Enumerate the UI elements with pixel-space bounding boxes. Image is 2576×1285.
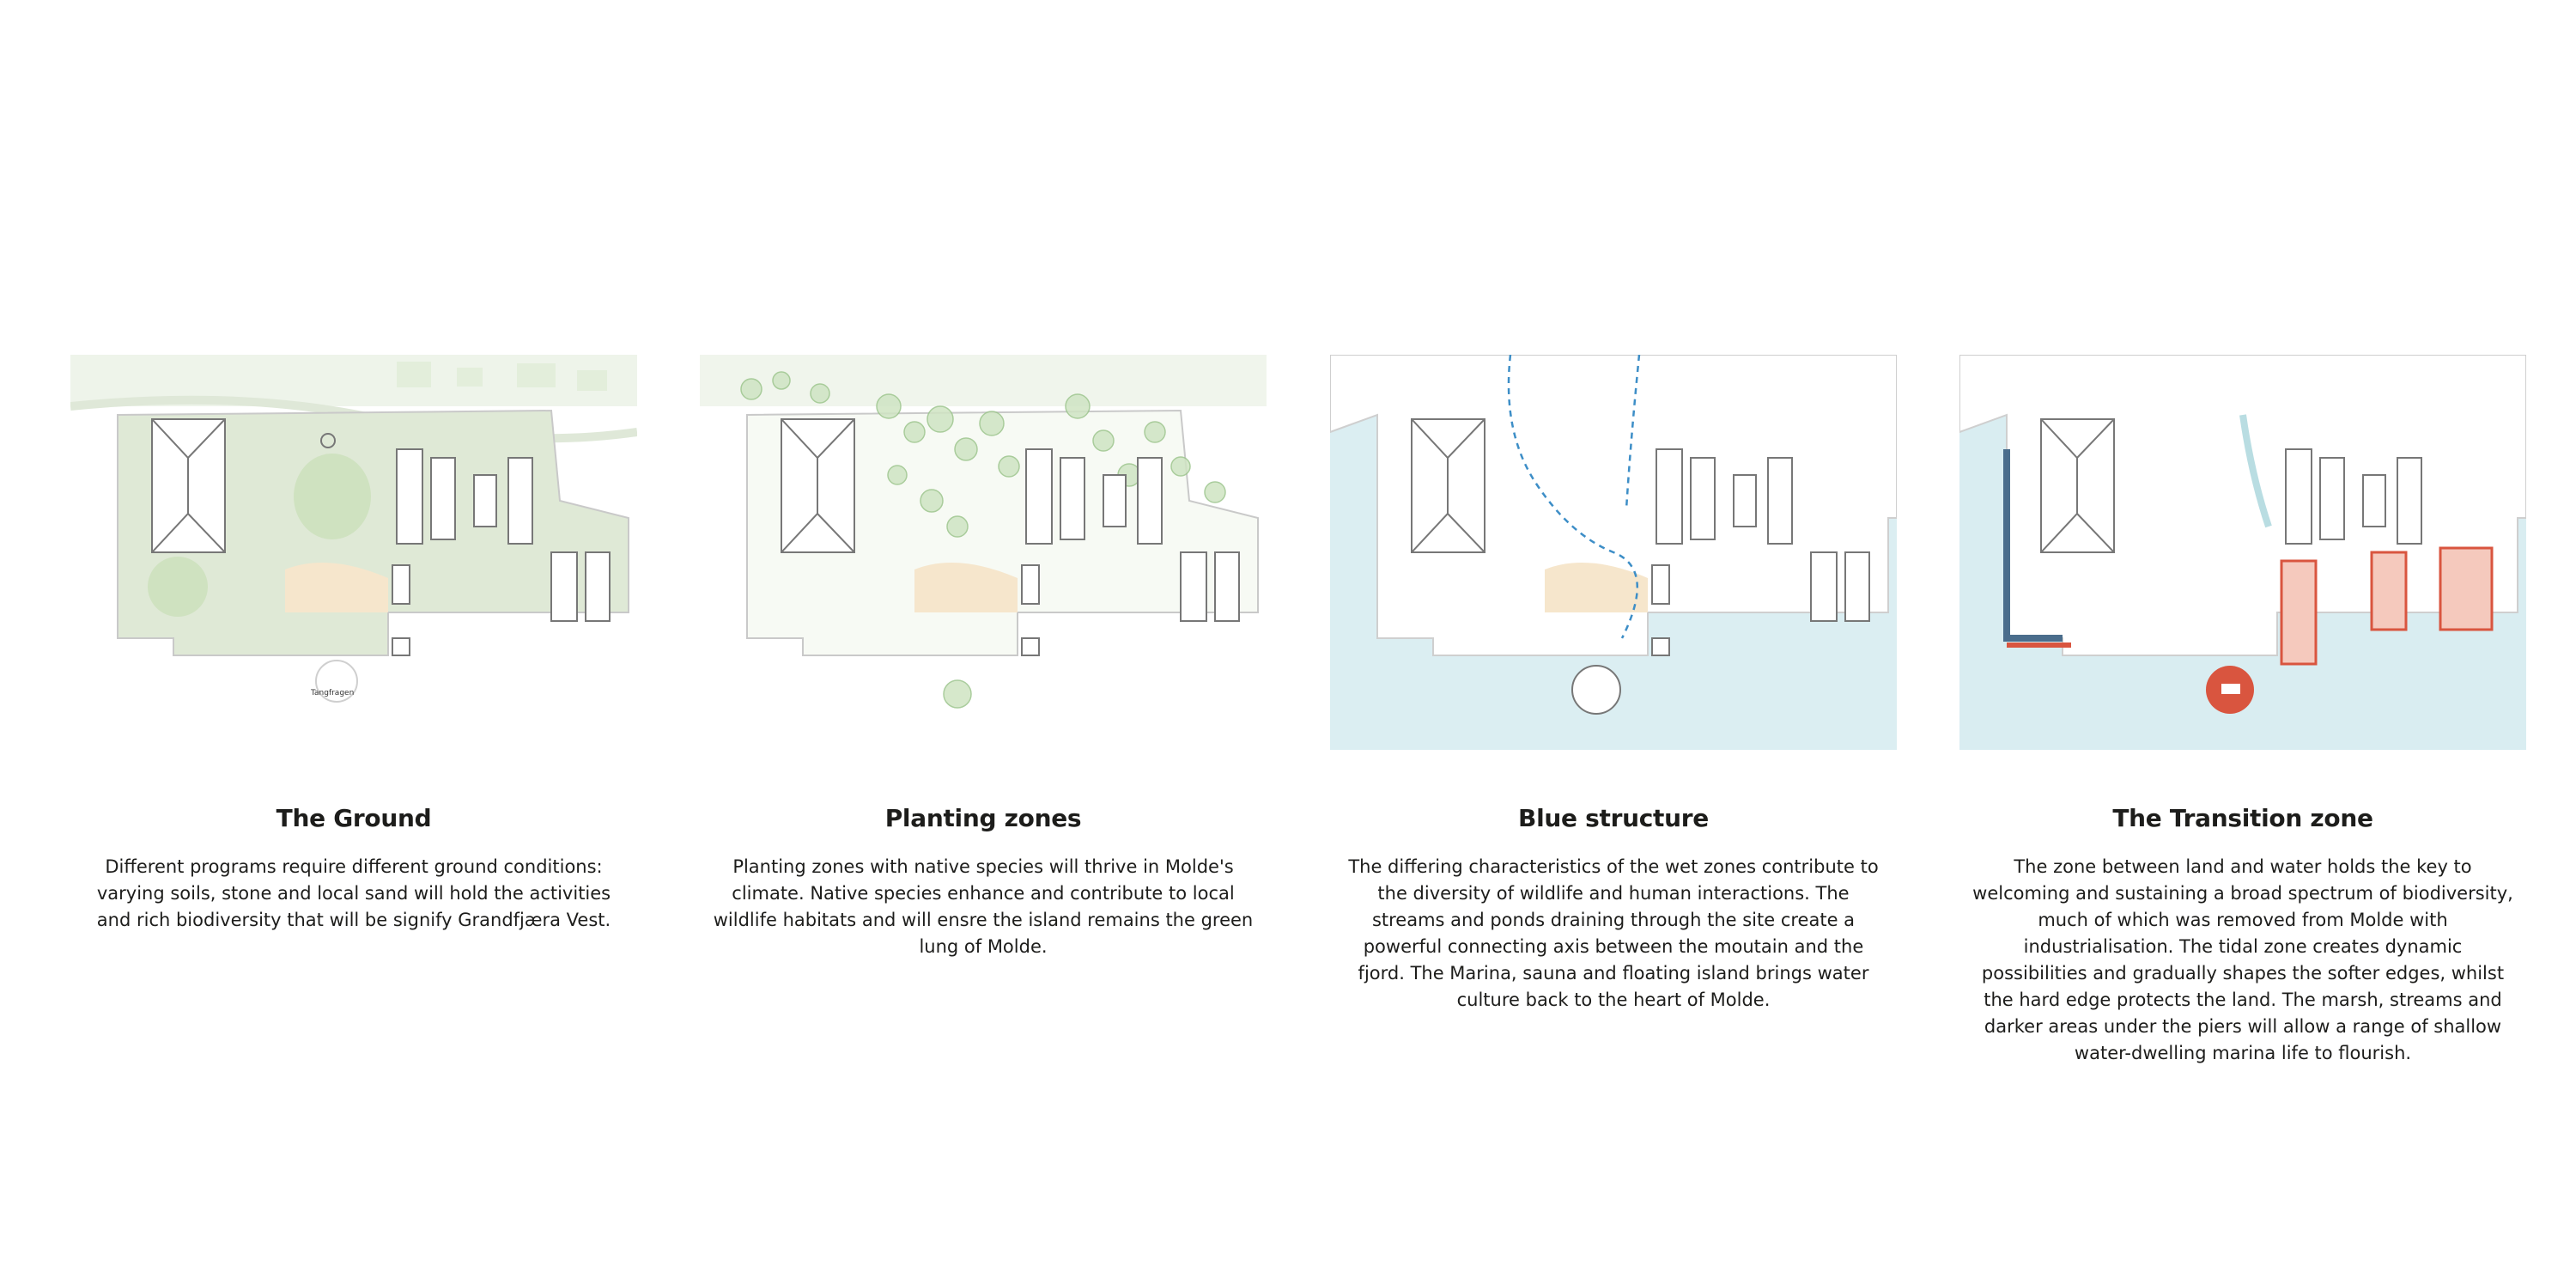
panel-title: The Transition zone — [2112, 804, 2373, 832]
panel-description: Planting zones with native species will thrive in Molde's climate. Native species enhance and contribute to local wildlife habitats and will ensre the island remains the green lung of Molde. — [713, 856, 1254, 957]
panel-title: Planting zones — [884, 804, 1082, 832]
panel-description: The differing characteristics of the wet zones contribute to the diversity of wildlife and human interactions. The streams and ponds draining through the site create a powerful connecting axis between the moutain and the fjord. The Marina, sauna and floating island brings water culture back to the heart of Molde. — [1348, 856, 1879, 1010]
panel-description: The zone between land and water holds the key to welcoming and sustaining a broad spectrum of biodiversity, much of which was removed from Molde with industrialisation. The tidal zone creates dynamic possibilities and gradually shapes the softer edges, whilst the hard edge protects the land. The marsh, streams and darker areas under the piers will allow a range of shallow water-dwelling marina life to flourish. — [1972, 856, 2513, 1063]
panel-description: Different programs require different ground conditions: varying soils, stone and local sand will hold the activities and rich biodiversity that will be signify Grandfjæra Vest. — [96, 856, 611, 930]
panel-title: Blue structure — [1518, 804, 1709, 832]
panel-title: The Ground — [276, 804, 432, 832]
planting-map — [700, 355, 1267, 750]
blue-structure-map — [1330, 355, 1897, 750]
map-label: Tangfragen — [311, 689, 355, 697]
transition-zone-map — [1959, 355, 2526, 750]
ground-map — [70, 355, 637, 750]
